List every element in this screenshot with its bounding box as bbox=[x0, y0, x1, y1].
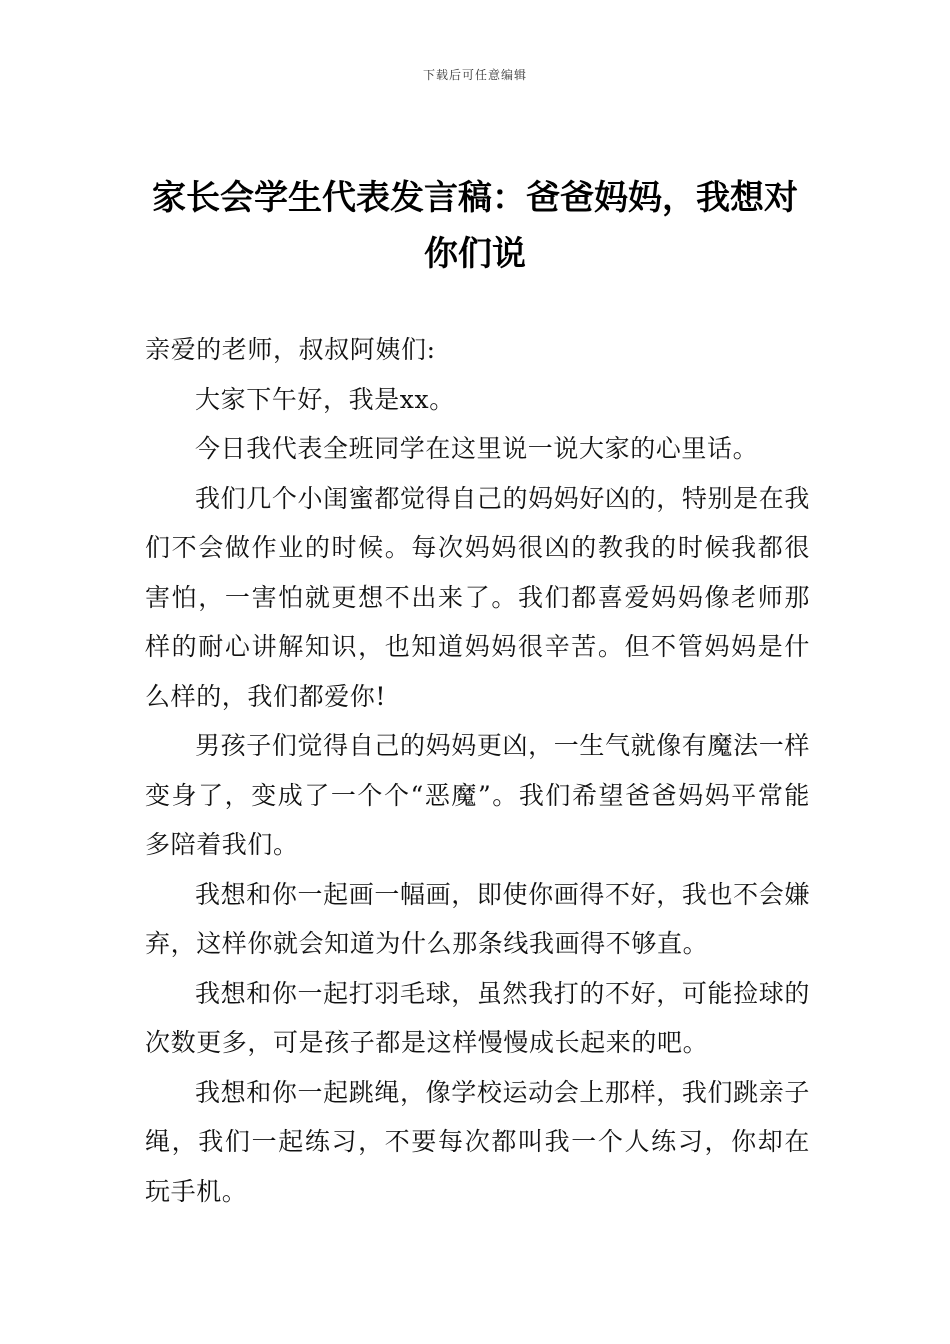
paragraph-2: 今日我代表全班同学在这里说一说大家的心里话。 bbox=[195, 434, 759, 463]
document-title: 家长会学生代表发言稿：爸爸妈妈，我想对你们说 bbox=[152, 178, 798, 274]
document-body bbox=[145, 325, 810, 1216]
paragraph-3: 我们几个小闺蜜都觉得自己的妈妈好凶的，特别是在我们不会做作业的时候。每次妈妈很凶的教我的时候我都很害怕，一害怕就更想不出来了。我们都喜爱妈妈像老师那样的耐心讲解知识，也知道妈妈很辛苦。但不管妈妈是什么样的，我们都爱你! bbox=[145, 483, 810, 711]
header-note: 下载后可任意编辑 bbox=[422, 68, 527, 82]
paragraph-4: 男孩子们觉得自己的妈妈更凶，一生气就像有魔法一样变身了，变成了一个个“恶魔”。我们希望爸爸妈妈平常能多陪着我们。 bbox=[145, 731, 810, 859]
salutation: 亲爱的老师，叔叔阿姨们: bbox=[145, 335, 436, 364]
paragraph-1: 大家下午好，我是xx。 bbox=[195, 384, 455, 414]
paragraph-5: 我想和你一起画一幅画，即使你画得不好，我也不会嫌弃，这样你就会知道为什么那条线我画得不够直。 bbox=[145, 879, 810, 958]
paragraph-7: 我想和你一起跳绳，像学校运动会上那样，我们跳亲子绳，我们一起练习，不要每次都叫我一个人练习，你却在玩手机。 bbox=[145, 1077, 810, 1206]
paragraph-6: 我想和你一起打羽毛球，虽然我打的不好，可能捡球的次数更多，可是孩子都是这样慢慢成长起来的吧。 bbox=[145, 978, 810, 1057]
